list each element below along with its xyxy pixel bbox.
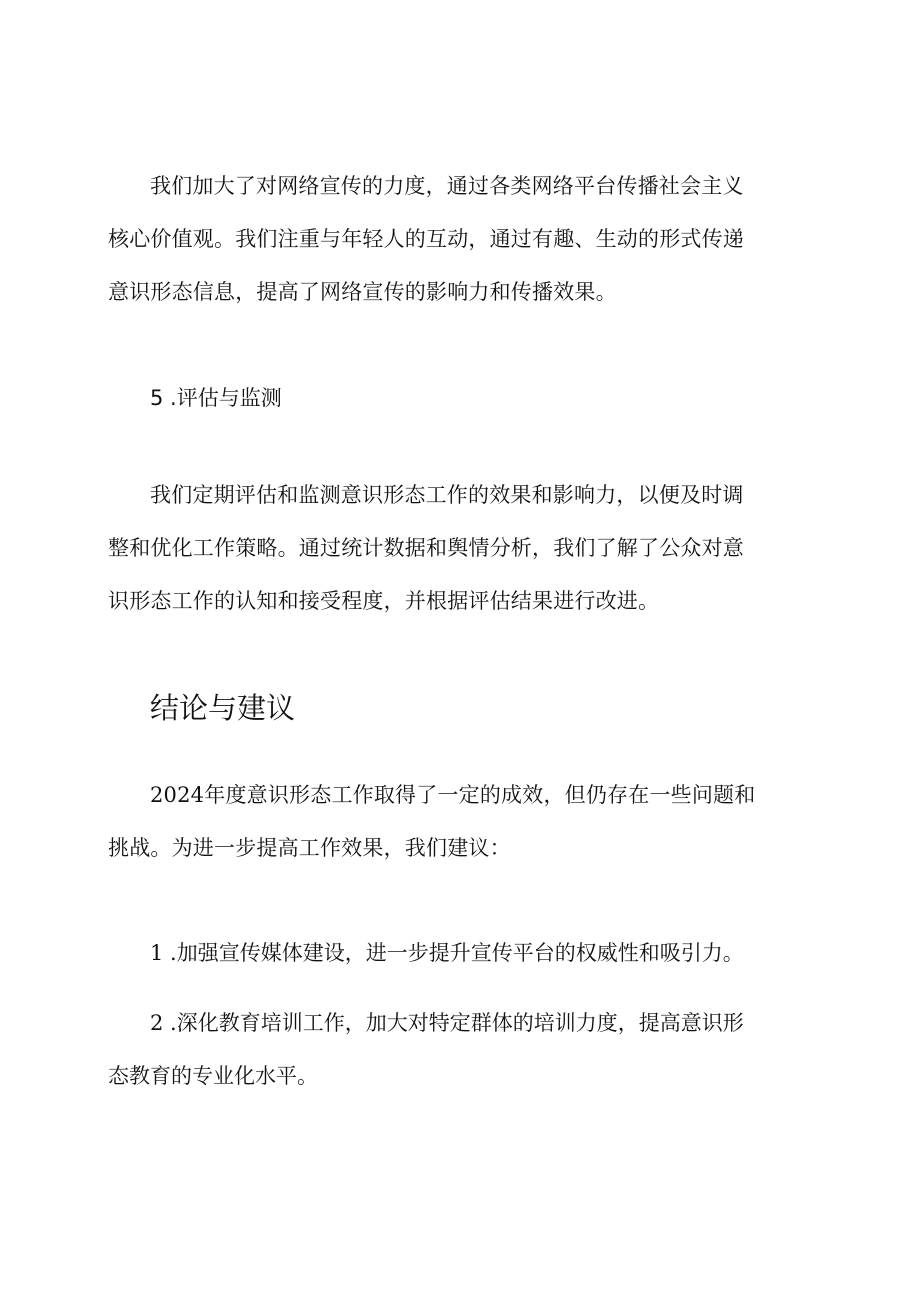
- conclusion-title: 结论与建议: [150, 691, 296, 725]
- paragraph-line: 2024年度意识形态工作取得了一定的成效，但仍存在一些问题和: [150, 783, 756, 807]
- paragraph-conclusion: [108, 783, 815, 891]
- suggestion-item-2: [108, 1007, 744, 1113]
- paragraph-line: 我们定期评估和监测意识形态工作的效果和影响力，以便及时调: [150, 483, 744, 507]
- paragraph-line: 我们加大了对网络宣传的力度，通过各类网络平台传播社会主义: [150, 174, 744, 198]
- list-item-line: 2 .深化教育培训工作，加大对特定群体的培训力度，提高意识形: [150, 1011, 744, 1035]
- suggestion-item-1: [150, 937, 744, 990]
- paragraph-line: 识形态工作的认知和接受程度，并根据评估结果进行改进。: [108, 589, 660, 613]
- paragraph-line: 挑战。为进一步提高工作效果，我们建议：: [108, 836, 511, 860]
- section-heading-evaluation: 5 .评估与监测: [150, 386, 282, 410]
- paragraph-line: 意识形态信息，提高了网络宣传的影响力和传播效果。: [108, 280, 617, 304]
- paragraph-line: 核心价值观。我们注重与年轻人的互动，通过有趣、生动的形式传递: [108, 227, 744, 251]
- paragraph-evaluation: [108, 483, 815, 644]
- list-item-line: 1 .加强宣传媒体建设，进一步提升宣传平台的权威性和吸引力。: [150, 941, 744, 965]
- paragraph-network-publicity: [108, 174, 815, 335]
- paragraph-line: 整和优化工作策略。通过统计数据和舆情分析，我们了解了公众对意: [108, 536, 744, 560]
- list-item-line: 态教育的专业化水平。: [108, 1064, 318, 1088]
